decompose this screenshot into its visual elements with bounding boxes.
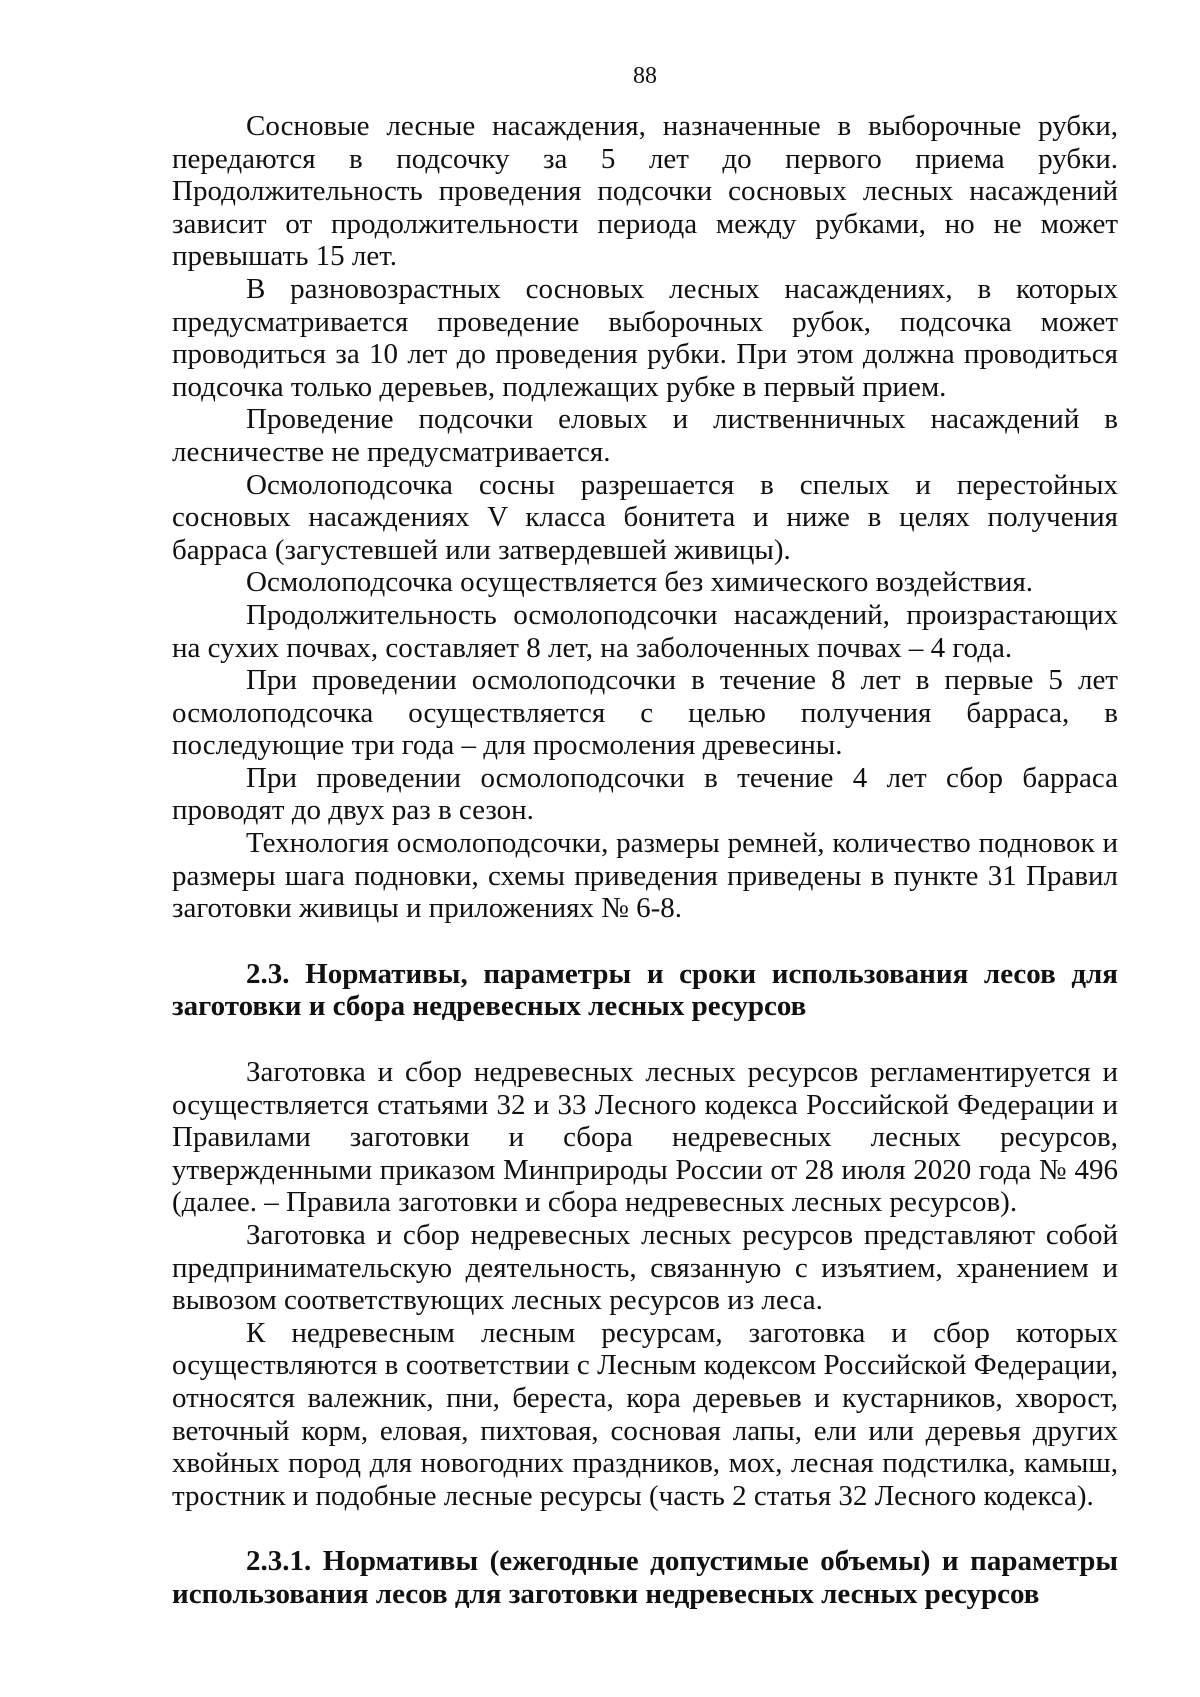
paragraph: Осмолоподсочка сосны разрешается в спелых и перестойных сосновых насаждениях V класса бонитета и ниже в целях получения барраса (загустевшей или затвердевшей живицы). — [172, 468, 1118, 566]
paragraph: Сосновые лесные насаждения, назначенные в выборочные рубки, передаются в подсочку за 5 лет до первого приема рубки. Продолжительность проведения подсочки сосновых лесных насаждений зависит от продолжительности периода между рубками, но не может превышать 15 лет. — [172, 110, 1118, 273]
document-page — [172, 60, 1118, 1611]
paragraph: К недревесным лесным ресурсам, заготовка и сбор которых осуществляются в соответствии с Лесным кодексом Российской Федерации, относятся валежник, пни, береста, кора деревьев и кустарников, хворост, веточный корм, еловая, пихтовая, сосновая лапы, ели или деревья других хвойных пород для новогодних праздников, мох, лесная подстилка, камыш, тростник и подобные лесные ресурсы (часть 2 статья 32 Лесного кодекса). — [172, 1316, 1118, 1512]
paragraph: При проведении осмолоподсочки в течение 8 лет в первые 5 лет осмолоподсочка осуществляется с целью получения барраса, в последующие три года – для просмоления древесины. — [172, 664, 1118, 762]
paragraph: Заготовка и сбор недревесных лесных ресурсов представляют собой предпринимательскую деятельность, связанную с изъятием, хранением и вывозом соответствующих лесных ресурсов из леса. — [172, 1219, 1118, 1317]
section-heading-2-3: 2.3. Нормативы, параметры и сроки использования лесов для заготовки и сбора недревесных лесных ресурсов — [172, 957, 1118, 1023]
paragraph: Технология осмолоподсочки, размеры ремней, количество подновок и размеры шага подновки, схемы приведения приведены в пункте 31 Правил заготовки живицы и приложениях № 6-8. — [172, 827, 1118, 925]
paragraph: Заготовка и сбор недревесных лесных ресурсов регламентируется и осуществляется статьями 32 и 33 Лесного кодекса Российской Федерации и Правилами заготовки и сбора недревесных лесных ресурсов, утвержденными приказом Минприроды России от 28 июля 2020 года № 496 (далее. – Правила заготовки и сбора недревесных лесных ресурсов). — [172, 1056, 1118, 1219]
paragraph: Проведение подсочки еловых и лиственничных насаждений в лесничестве не предусматривается. — [172, 403, 1118, 468]
paragraph: Осмолоподсочка осуществляется без химического воздействия. — [246, 566, 1034, 599]
page-number: 88 — [633, 63, 657, 89]
paragraph: При проведении осмолоподсочки в течение 4 лет сбор барраса проводят до двух раз в сезон. — [172, 761, 1118, 827]
paragraph: Продолжительность осмолоподсочки насаждений, произрастающих на сухих почвах, составляет 8 лет, на заболоченных почвах – 4 года. — [172, 598, 1118, 664]
paragraph: В разновозрастных сосновых лесных насаждениях, в которых предусматривается проведение выборочных рубок, подсочка может проводиться за 10 лет до проведения рубки. При этом должна проводиться подсочка только деревьев, подлежащих рубке в первый прием. — [172, 272, 1118, 403]
section-heading-2-3-1: 2.3.1. Нормативы (ежегодные допустимые объемы) и параметры использования лесов для заготовки недревесных лесных ресурсов — [172, 1545, 1118, 1610]
